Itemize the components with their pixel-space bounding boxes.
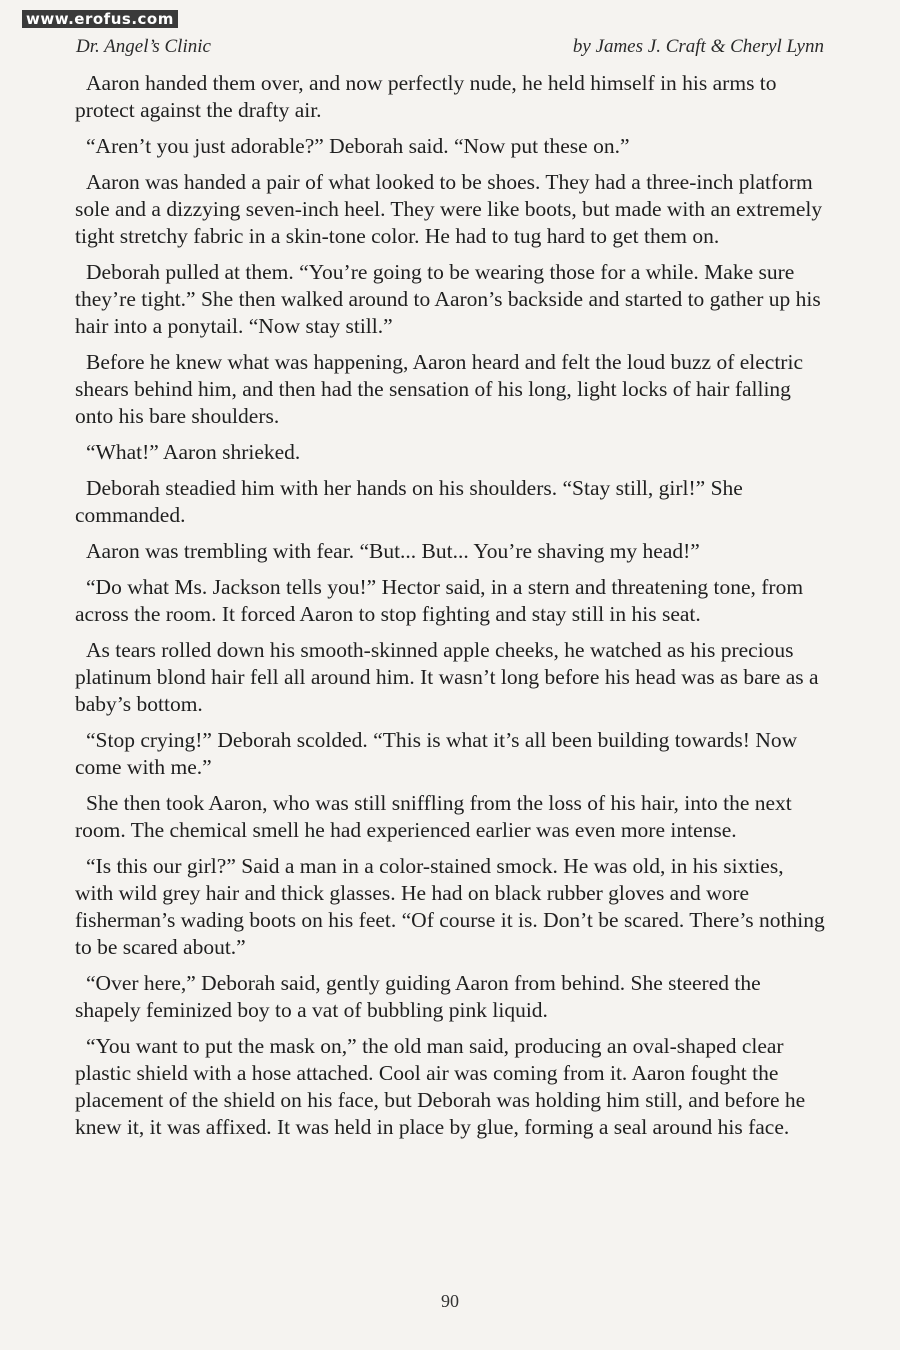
watermark: www.erofus.com [22, 10, 178, 28]
paragraph: “Is this our girl?” Said a man in a color-stained smock. He was old, in his sixties, with wild grey hair and thick glasses. He had on black rubber gloves and wore fisherman’s wading boots on his feet. “Of course it is. Don’t be scared. There’s nothing to be scared about.” [75, 854, 825, 959]
paragraph: “Stop crying!” Deborah scolded. “This is what it’s all been building towards! Now come with me.” [75, 728, 798, 779]
paragraph: Aaron was trembling with fear. “But... But... You’re shaving my head!” [86, 539, 700, 563]
paragraph: Aaron was handed a pair of what looked to be shoes. They had a three-inch platform sole and a dizzying seven-inch heel. They were like boots, but made with an extremely tight stretchy fabric in a skin-tone color. He had to tug hard to get them on. [75, 170, 823, 248]
paragraph: Aaron handed them over, and now perfectly nude, he held himself in his arms to protect against the drafty air. [75, 71, 777, 122]
paragraph: “Aren’t you just adorable?” Deborah said. “Now put these on.” [86, 134, 630, 158]
page-number: 90 [441, 1291, 459, 1311]
book-authors: by James J. Craft & Cheryl Lynn [572, 36, 824, 57]
paragraph: Before he knew what was happening, Aaron heard and felt the loud buzz of electric shears behind him, and then had the sensation of his long, light locks of hair falling onto his bare shoulders. [75, 350, 803, 428]
paragraph: Deborah pulled at them. “You’re going to be wearing those for a while. Make sure they’re tight.” She then walked around to Aaron’s backside and started to gather up his hair into a ponytail. “Now stay still.” [75, 260, 821, 338]
paragraph: As tears rolled down his smooth-skinned apple cheeks, he watched as his precious platinum blond hair fell all around him. It wasn’t long before his head was as bare as a baby’s bottom. [75, 638, 819, 716]
paragraph: “Over here,” Deborah said, gently guiding Aaron from behind. She steered the shapely feminized boy to a vat of bubbling pink liquid. [75, 971, 761, 1022]
paragraph: She then took Aaron, who was still sniffling from the loss of his hair, into the next room. The chemical smell he had experienced earlier was even more intense. [75, 791, 792, 842]
paragraph: Deborah steadied him with her hands on his shoulders. “Stay still, girl!” She commanded. [75, 476, 743, 527]
running-head [76, 36, 824, 58]
paragraph: “Do what Ms. Jackson tells you!” Hector said, in a stern and threatening tone, from across the room. It forced Aaron to stop fighting and stay still in his seat. [75, 575, 804, 626]
paragraph: “What!” Aaron shrieked. [86, 440, 301, 464]
body-text [75, 70, 827, 1150]
book-title: Dr. Angel’s Clinic [76, 36, 211, 57]
paragraph: “You want to put the mask on,” the old man said, producing an oval-shaped clear plastic shield with a hose attached. Cool air was coming from it. Aaron fought the placement of the shield on his face, but Deborah was holding him still, and before he knew it, it was affixed. It was held in place by glue, forming a seal around his face. [75, 1034, 806, 1139]
